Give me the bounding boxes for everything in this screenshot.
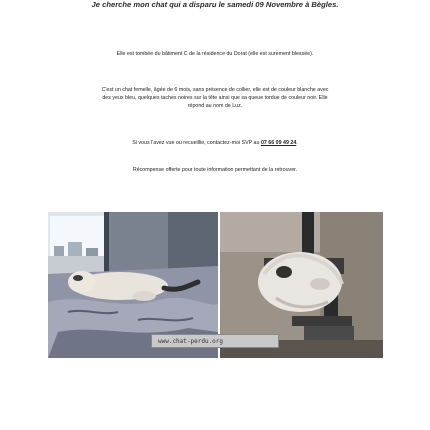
phone-number[interactable]: 07 66 09 49 24: [260, 140, 297, 146]
contact-suffix: .: [296, 140, 298, 146]
website-watermark: www.chat-perdu.org: [151, 334, 279, 348]
fall-location-paragraph: Elle est tombée du bâtiment C de la résidence du Dorat (elle est surement blessée).: [116, 51, 314, 57]
contact-paragraph: [100, 139, 330, 147]
page-headline: Je cherche mon chat qui a disparu le samedi 09 Novembre à Bègles.: [91, 0, 339, 9]
reward-paragraph: Récompense offerte pour toute information permettant de la retrouver.: [132, 167, 298, 173]
contact-text: Si vous l'avez vue ou recueillie, contactez-moi SVP au: [132, 140, 260, 146]
cat-description-paragraph: C'est un chat femelle, âgée de 6 mois, sans présence de collier, elle est de couleur blanche avec des yeux bleu, quelques taches noires sur la tête ainsi que sa queue tordue de couleur noir. Elle répond au nom de Luz.: [101, 87, 329, 109]
